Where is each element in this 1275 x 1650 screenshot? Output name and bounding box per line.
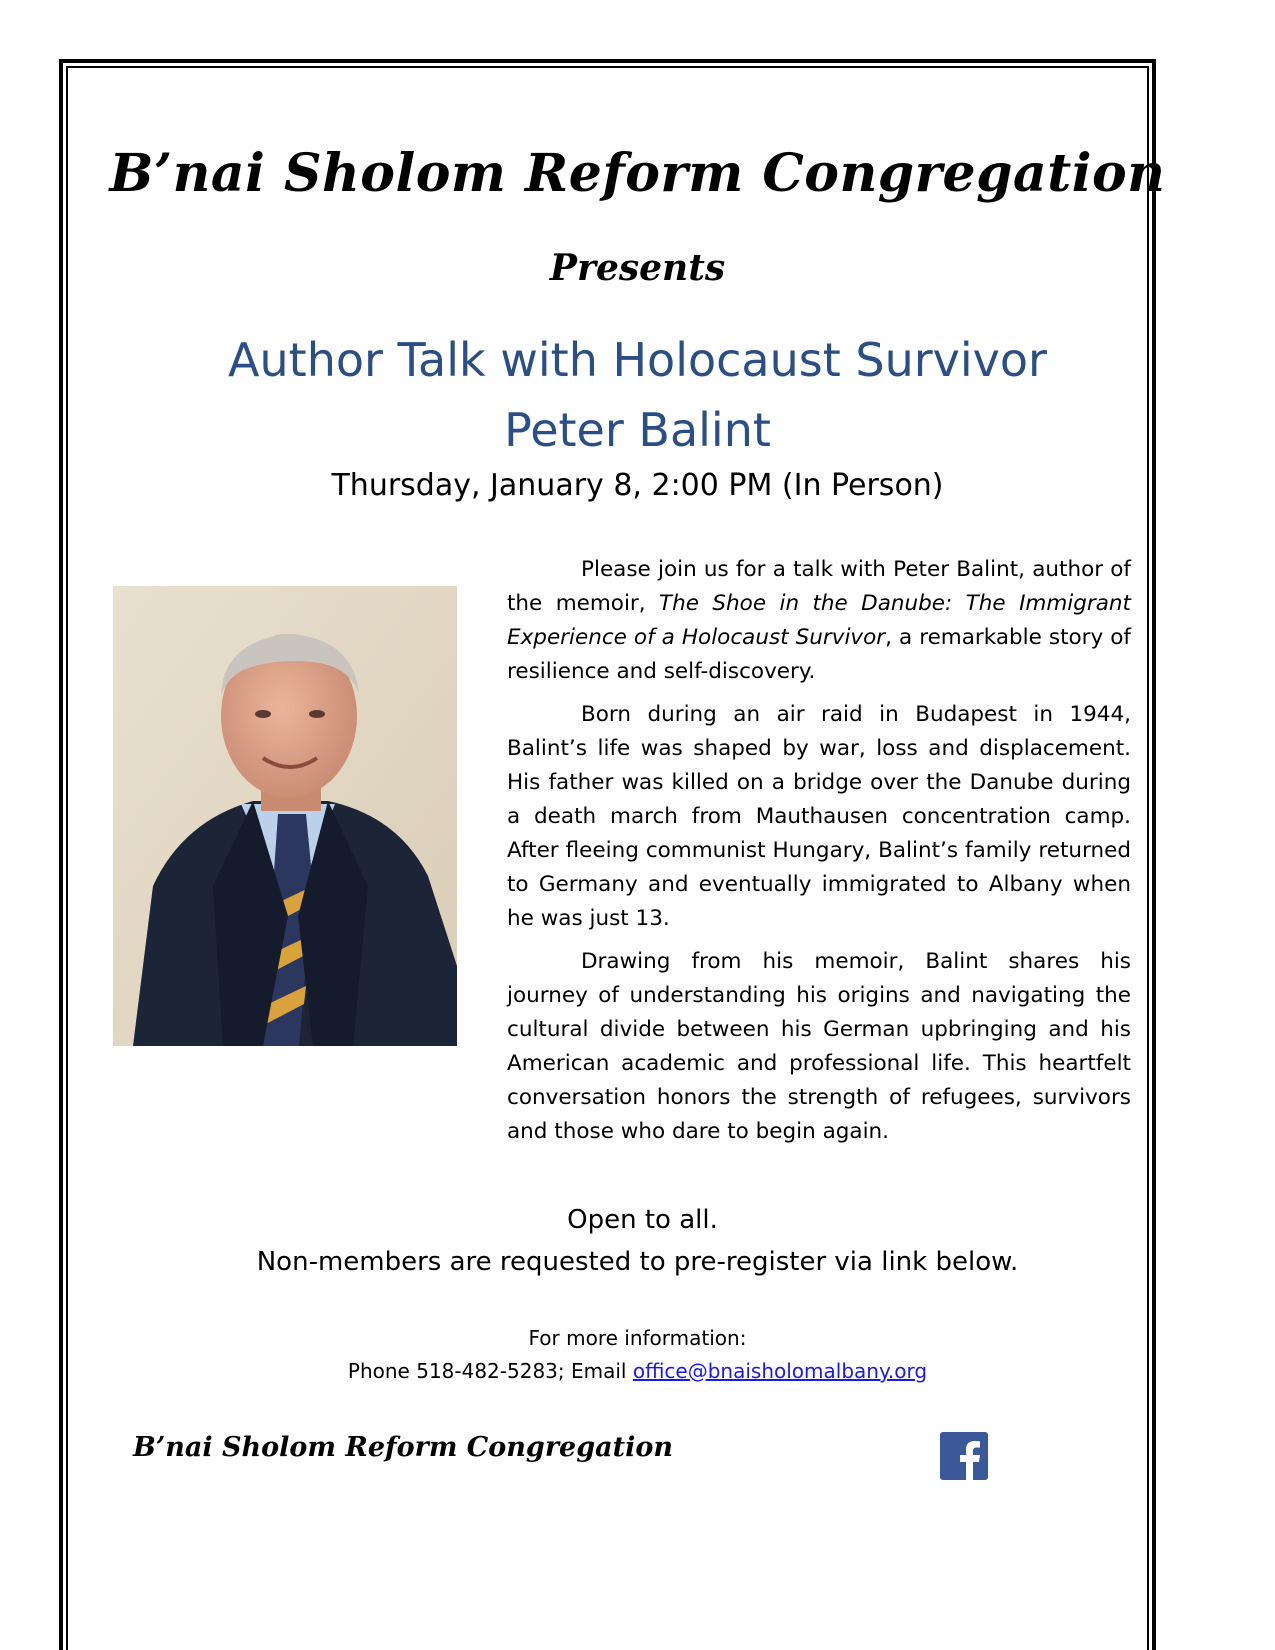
footer-org-name: B’nai Sholom Reform Congregation (133, 1432, 673, 1463)
email-link[interactable]: office@bnaisholomalbany.org (632, 1359, 928, 1383)
contact-line (0, 1359, 1275, 1383)
phone-text: Phone 518-482-5283; Email (347, 1359, 633, 1383)
description-paragraph-1 (507, 553, 1131, 689)
book-title: The Shoe in the Danube: The Immigrant Experience of a Holocaust Survivor (507, 591, 1131, 650)
speaker-photo (113, 586, 457, 1046)
event-headline: Author Talk with Holocaust Survivor (228, 333, 1047, 387)
description-paragraph-2: Born during an air raid in Budapest in 1944, Balint’s life was shaped by war, loss and displacement. His father was killed on a bridge over the Danube during a death march from Mauthausen concentration camp. After fleeing communist Hungary, Balint’s family returned to Germany and eventually immigrated to Albany when he was just 13. (507, 702, 1131, 931)
presents-label: Presents (549, 247, 726, 289)
event-date: Thursday, January 8, 2:00 PM (In Person) (331, 468, 944, 503)
paragraph-text: , a remarkable story of resilience and self-discovery. (507, 625, 1131, 684)
facebook-icon[interactable] (940, 1432, 988, 1480)
org-title: B’nai Sholom Reform Congregation (109, 143, 1166, 204)
open-to-all-notice: Open to all. (567, 1205, 718, 1235)
paragraph-text: Please join us for a talk with Peter Balint, author of the memoir, (507, 557, 1131, 616)
description-paragraph-3: Drawing from his memoir, Balint shares his journey of understanding his origins and navigating the cultural divide between his German upbringing and his American academic and professional life. This heartfelt conversation honors the strength of refugees, survivors and those who dare to begin again. (507, 949, 1131, 1144)
preregister-notice: Non-members are requested to pre-register via link below. (256, 1247, 1019, 1277)
more-info-label: For more information: (528, 1326, 747, 1350)
speaker-name: Peter Balint (504, 403, 771, 457)
event-description (507, 553, 1131, 1158)
